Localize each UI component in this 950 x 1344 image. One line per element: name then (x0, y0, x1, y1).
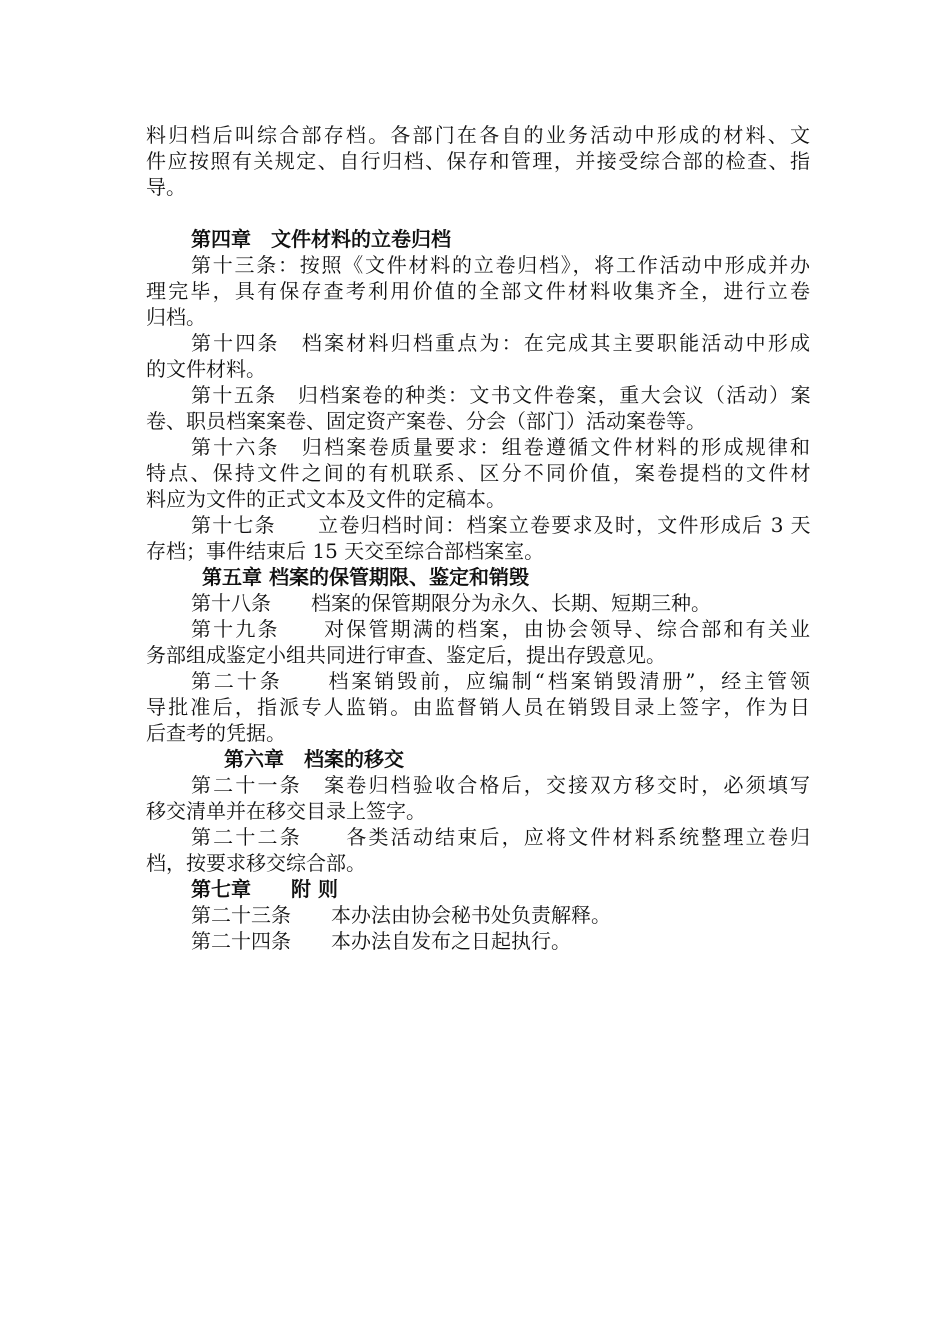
article-line: 第十三条：按照《文件材料的立卷归档》，将工作活动中形成并办 (191, 253, 810, 277)
article-line: 第二十四条 本办法自发布之日起执行。 (191, 929, 571, 953)
article-line: 第十八条 档案的保管期限分为永久、长期、短期三种。 (191, 591, 711, 615)
paragraph-line: 特点、保持文件之间的有机联系、区分不同价值，案卷提档的文件材 (146, 461, 810, 485)
paragraph-line: 后查考的凭据。 (146, 721, 286, 745)
paragraph-line: 档，按要求移交综合部。 (146, 851, 366, 875)
article-line: 第十五条 归档案卷的种类：文书文件卷案，重大会议（活动）案 (191, 383, 810, 407)
paragraph-line: 导批准后，指派专人监销。由监督销人员在销毁目录上签字，作为日 (146, 695, 810, 719)
chapter-heading: 第六章 档案的移交 (224, 747, 404, 771)
paragraph-line: 料归档后叫综合部存档。各部门在各自的业务活动中形成的材料、文 (146, 123, 810, 147)
paragraph-line: 务部组成鉴定小组共同进行审查、鉴定后，提出存毁意见。 (146, 643, 666, 667)
paragraph-line: 移交清单并在移交目录上签字。 (146, 799, 426, 823)
paragraph-line: 导。 (146, 175, 186, 199)
paragraph-line: 料应为文件的正式文本及文件的定稿本。 (146, 487, 506, 511)
chapter-heading: 第七章 附 则 (191, 877, 338, 901)
article-line: 第十六条 归档案卷质量要求：组卷遵循文件材料的形成规律和 (191, 435, 810, 459)
paragraph-line: 归档。 (146, 305, 206, 329)
article-line: 第二十条 档案销毁前，应编制“档案销毁清册”，经主管领 (191, 669, 810, 693)
article-line: 第十七条 立卷归档时间：档案立卷要求及时，文件形成后 3 天 (191, 513, 810, 537)
paragraph-line: 卷、职员档案案卷、固定资产案卷、分会（部门）活动案卷等。 (146, 409, 706, 433)
article-line: 第十九条 对保管期满的档案，由协会领导、综合部和有关业 (191, 617, 810, 641)
article-line: 第二十二条 各类活动结束后，应将文件材料系统整理立卷归 (191, 825, 810, 849)
article-line: 第十四条 档案材料归档重点为：在完成其主要职能活动中形成 (191, 331, 810, 355)
chapter-heading: 第五章 档案的保管期限、鉴定和销毁 (202, 565, 529, 589)
chapter-heading: 第四章 文件材料的立卷归档 (191, 227, 451, 251)
paragraph-line: 的文件材料。 (146, 357, 266, 381)
paragraph-line: 存档；事件结束后 15 天交至综合部档案室。 (146, 539, 545, 563)
paragraph-line: 件应按照有关规定、自行归档、保存和管理，并接受综合部的检查、指 (146, 149, 810, 173)
paragraph-line: 理完毕，具有保存查考利用价值的全部文件材料收集齐全，进行立卷 (146, 279, 810, 303)
article-line: 第二十一条 案卷归档验收合格后，交接双方移交时，必须填写 (191, 773, 810, 797)
article-line: 第二十三条 本办法由协会秘书处负责解释。 (191, 903, 611, 927)
